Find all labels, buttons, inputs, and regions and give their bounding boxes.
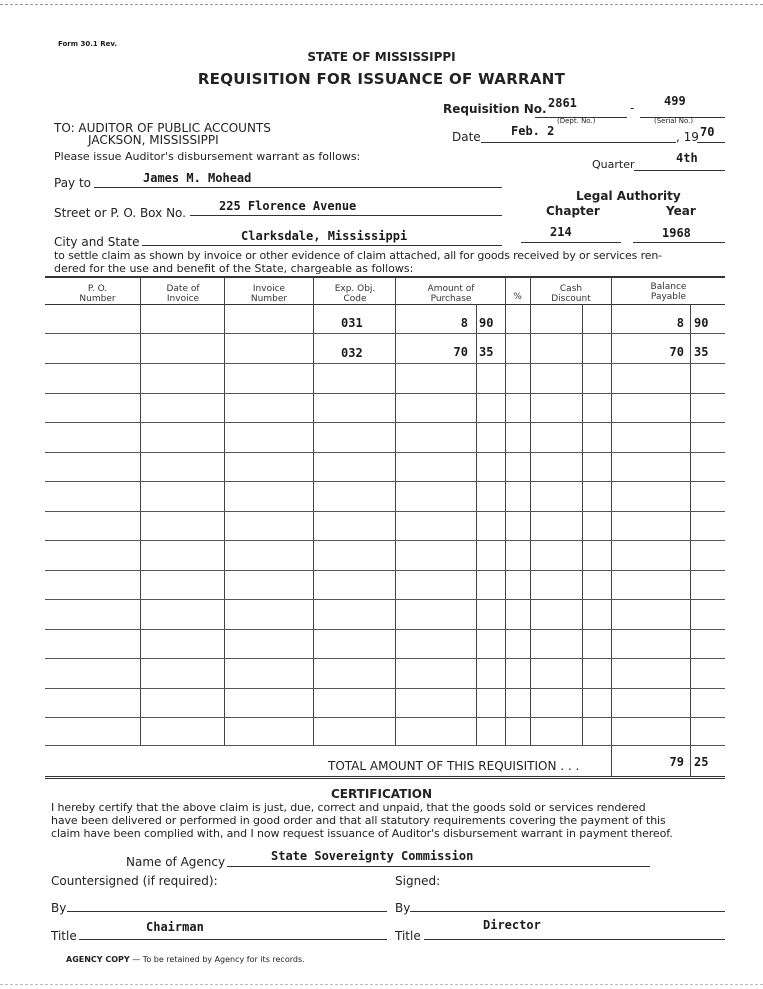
year-line xyxy=(697,142,725,143)
requisition-no-label: Requisition No. xyxy=(443,102,547,116)
col-rule xyxy=(611,277,612,777)
signed-by-line xyxy=(410,911,725,912)
row-rule xyxy=(45,422,725,423)
header-bal-line1: Balance xyxy=(650,282,687,292)
certification-line3: claim have been complied with, and I now request issuance of Auditor's disbursement warrant in payment thereof. xyxy=(51,827,673,840)
dept-no-value: 2861 xyxy=(548,96,577,110)
quarter-line xyxy=(634,170,725,171)
issue-instruction: Please issue Auditor's disbursement warrant as follows: xyxy=(54,150,361,163)
form-title: REQUISITION FOR ISSUANCE OF WARRANT xyxy=(197,70,566,88)
agency-copy-label: AGENCY COPY xyxy=(66,955,130,964)
header-inv-line2: Number xyxy=(250,294,288,304)
signed-title-line xyxy=(424,939,725,940)
row-rule xyxy=(45,363,725,364)
header-exp-line2: Code xyxy=(343,294,367,304)
signed-label: Signed: xyxy=(395,874,441,888)
countersign-by-line xyxy=(67,911,387,912)
header-percent: % xyxy=(513,292,522,302)
header-cd-line2: Discount xyxy=(551,294,591,304)
state-heading: STATE OF MISSISSIPPI xyxy=(307,50,456,64)
table-top-rule xyxy=(45,276,725,278)
col-rule xyxy=(582,304,583,745)
row2-amount-cents: 35 xyxy=(479,345,494,359)
row-rule xyxy=(45,717,725,718)
certification-line2: have been delivered or performed in good order and that all statutory requirements covering the payment of this xyxy=(51,814,666,827)
countersign-title-line xyxy=(79,939,387,940)
countersign-title-value: Chairman xyxy=(146,920,204,934)
header-amt-line1: Amount of xyxy=(427,284,475,294)
city-value: Clarksdale, Mississippi xyxy=(241,229,408,243)
to-auditor-line2: JACKSON, MISSISSIPPI xyxy=(88,133,219,147)
total-dollars: 79 xyxy=(669,755,684,769)
row-rule xyxy=(45,599,725,600)
row1-exp-code: 031 xyxy=(341,316,363,330)
header-date-of-invoice xyxy=(142,284,224,304)
date-line xyxy=(481,142,676,143)
countersign-by-label: By xyxy=(51,901,67,915)
row1-amount-dollars: 8 xyxy=(460,316,468,330)
signed-title-value: Director xyxy=(483,918,541,932)
serial-no-value: 499 xyxy=(664,94,686,108)
agency-copy-text: — To be retained by Agency for its records. xyxy=(132,955,305,964)
header-po-line2: Number xyxy=(79,294,116,304)
row1-balance-dollars: 8 xyxy=(676,316,684,330)
chapter-label: Chapter xyxy=(546,204,600,218)
header-cd-line1: Cash xyxy=(559,284,583,294)
header-doi-line2: Invoice xyxy=(166,294,200,304)
countersign-title-label: Title xyxy=(51,929,77,943)
row-rule xyxy=(45,481,725,482)
legal-authority-title: Legal Authority xyxy=(576,189,681,203)
certification-line1: I hereby certify that the above claim is just, due, correct and unpaid, that the goods sold or services rendered xyxy=(51,801,646,814)
certification-title: CERTIFICATION xyxy=(330,787,433,801)
header-exp-obj-code xyxy=(315,284,395,304)
row1-balance-cents: 90 xyxy=(694,316,709,330)
dept-no-caption: (Dept. No.) xyxy=(557,117,596,125)
to-auditor-line1: TO: AUDITOR OF PUBLIC ACCOUNTS xyxy=(54,121,271,135)
agency-name-value: State Sovereignty Commission xyxy=(271,849,474,863)
table-header-rule xyxy=(45,304,725,305)
header-po-number xyxy=(55,284,140,304)
header-cash-discount xyxy=(531,284,611,304)
row-rule xyxy=(45,658,725,659)
quarter-label: Quarter xyxy=(592,158,635,171)
header-amount-of-purchase xyxy=(397,284,505,304)
header-po-line1: P. O. xyxy=(87,284,108,294)
row-rule xyxy=(45,629,725,630)
city-line xyxy=(142,245,502,246)
settle-claim-text-1: to settle claim as shown by invoice or other evidence of claim attached, all for goods received by or services ren- xyxy=(54,249,662,262)
serial-no-caption: (Serial No.) xyxy=(654,117,694,125)
chapter-line xyxy=(521,242,621,243)
row-rule xyxy=(45,393,725,394)
signed-title-label: Title xyxy=(395,929,421,943)
pay-to-value: James M. Mohead xyxy=(143,171,252,185)
row2-amount-dollars: 70 xyxy=(453,345,468,359)
header-balance-payable xyxy=(612,282,725,302)
street-line xyxy=(190,215,502,216)
form-id: Form 30.1 Rev. xyxy=(58,40,117,48)
pay-to-label: Pay to xyxy=(54,176,92,190)
pay-to-line xyxy=(94,187,502,188)
year-authority-line xyxy=(633,242,725,243)
header-amt-line2: Purchase xyxy=(430,294,472,304)
row-rule xyxy=(45,540,725,541)
year-value: 70 xyxy=(700,125,715,139)
quarter-value: 4th xyxy=(676,151,698,165)
row-rule xyxy=(45,452,725,453)
year-authority-value: 1968 xyxy=(662,226,691,240)
header-exp-line1: Exp. Obj. xyxy=(334,284,376,294)
header-doi-line1: Date of xyxy=(166,284,200,294)
col-rule xyxy=(476,304,477,745)
year-authority-label: Year xyxy=(666,204,696,218)
row1-amount-cents: 90 xyxy=(479,316,494,330)
date-label: Date xyxy=(452,130,481,144)
total-label: TOTAL AMOUNT OF THIS REQUISITION . . . xyxy=(328,759,580,773)
row-rule xyxy=(45,688,725,689)
row2-balance-dollars: 70 xyxy=(669,345,684,359)
city-label: City and State xyxy=(54,235,140,249)
total-cents: 25 xyxy=(694,755,709,769)
agency-name-label: Name of Agency xyxy=(126,855,226,869)
street-value: 225 Florence Avenue xyxy=(219,199,357,213)
chapter-value: 214 xyxy=(550,225,572,239)
year-prefix: , 19 xyxy=(676,130,699,144)
row-rule xyxy=(45,333,725,334)
row2-balance-cents: 35 xyxy=(694,345,709,359)
agency-copy-footer xyxy=(66,955,305,964)
countersigned-label: Countersigned (if required): xyxy=(51,874,218,888)
date-value: Feb. 2 xyxy=(511,124,555,138)
settle-claim-text-2: dered for the use and benefit of the State, chargeable as follows: xyxy=(54,262,414,275)
table-bottom-rule xyxy=(45,776,725,779)
header-invoice-number xyxy=(226,284,312,304)
requisition-dash: - xyxy=(630,101,635,115)
row2-exp-code: 032 xyxy=(341,346,363,360)
row-rule xyxy=(45,570,725,571)
agency-name-line xyxy=(227,866,650,867)
top-edge-rule xyxy=(0,4,763,5)
row-rule xyxy=(45,511,725,512)
bottom-edge-rule xyxy=(0,984,763,985)
signed-by-label: By xyxy=(395,901,411,915)
header-inv-line1: Invoice xyxy=(252,284,286,294)
header-bal-line2: Payable xyxy=(650,292,687,302)
street-label: Street or P. O. Box No. xyxy=(54,206,186,220)
row-rule xyxy=(45,745,725,746)
